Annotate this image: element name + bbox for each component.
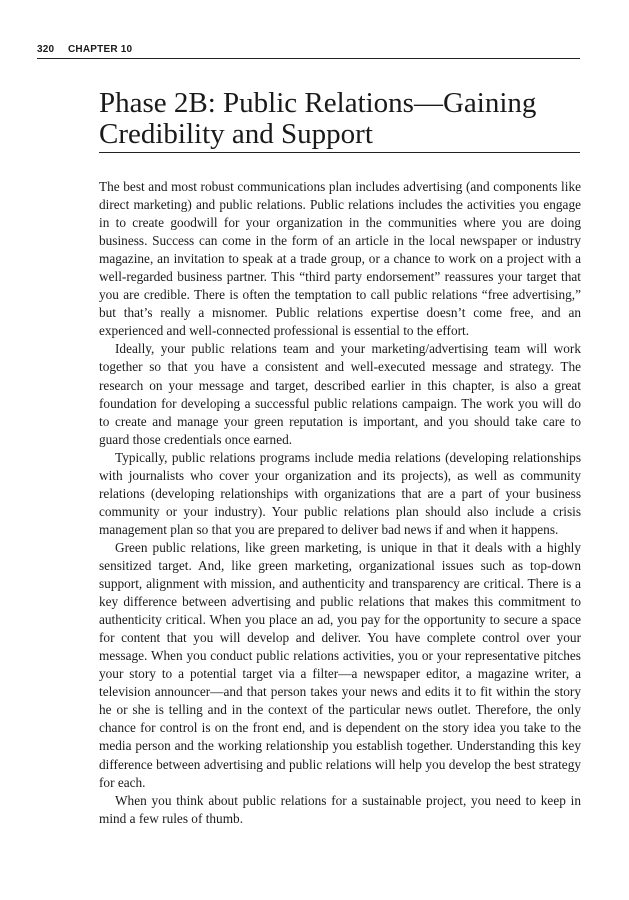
paragraph: Typically, public relations programs include media relations (developing relationships with journalists who cover your organization and its projects), as well as community relations (developing relationships with organizations that are a part of your business community or your industry). Your public relations plan should also include a crisis management plan so that you are prepared to deliver bad news if and when it happens. xyxy=(99,449,581,537)
section-title-line-1: Phase 2B: Public Relations—Gaining xyxy=(99,87,537,119)
body-text xyxy=(99,178,581,828)
paragraph: Ideally, your public relations team and your marketing/advertising team will work together so that you have a consistent and well-executed message and strategy. The research on your message and target, described earlier in this chapter, is also a great foundation for developing a successful public relations campaign. The work you will do to create and manage your green reputation is important, and you should take care to guard those credentials once earned. xyxy=(99,341,581,447)
running-head xyxy=(37,44,580,59)
chapter-label: CHAPTER 10 xyxy=(68,44,133,55)
section-title-line-2: Credibility and Support xyxy=(99,118,373,150)
paragraph: The best and most robust communications plan includes advertising (and components like direct marketing) and public relations. Public relations includes the activities you engage in to create goodwill for your organization in the communities where you are doing business. Success can come in the form of an article in the local newspaper or industry magazine, an invitation to speak at a trade group, or a chance to work on a project with a well-regarded business partner. This “third party endorsement” reassures your target that you are credible. There is often the temptation to call public relations “free advertising,” but that’s really a misnomer. Public relations expertise doesn’t come free, and an experienced and well-connected professional is essential to the effort. xyxy=(99,179,581,339)
section-title xyxy=(99,88,580,153)
paragraph: When you think about public relations for a sustainable project, you need to keep in mind a few rules of thumb. xyxy=(99,792,581,826)
page-number: 320 xyxy=(37,44,55,55)
paragraph: Green public relations, like green marketing, is unique in that it deals with a highly sensitized target. And, like green marketing, organizational issues such as top-down support, alignment with mission, and authenticity and transparency are critical. There is a key difference between advertising and public relations that makes this commitment to authenticity critical. When you place an ad, you pay for the opportunity to secure a space for content that you will develop and deliver. You have complete control over your message. When you conduct public relations activities, you or your representative pitches your story to a potential target via a filter—a newspaper editor, a magazine writer, a television announcer—and that person takes your news and edits it to fit within the story he or she is telling and in the context of the particular news outlet. Therefore, the only chance for control is on the front end, and is dependent on the story idea you take to the media person and the working relationship you establish together. Understanding this key difference between advertising and public relations will help you develop the best strategy for each. xyxy=(99,539,581,790)
